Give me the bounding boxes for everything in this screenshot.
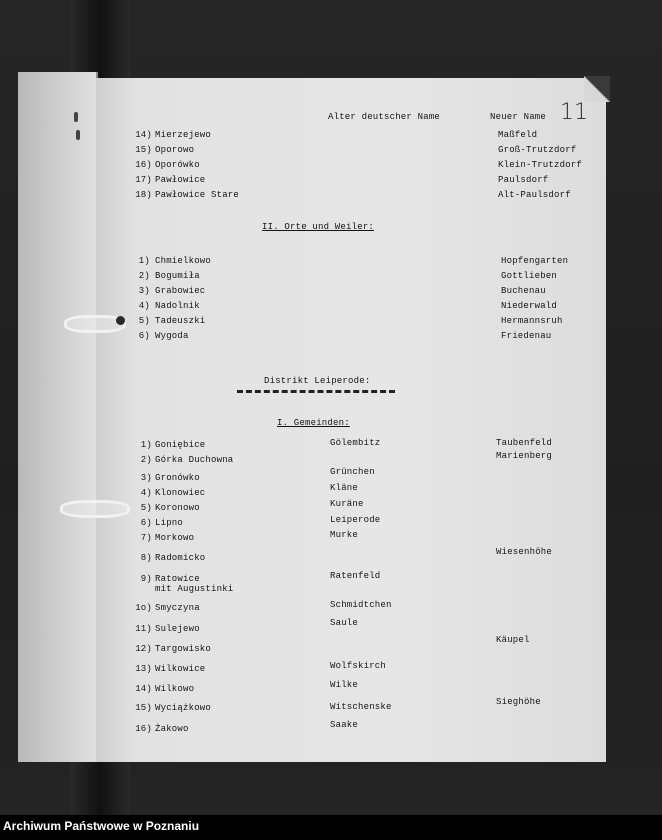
polish-name: Mierzejewo	[155, 130, 212, 140]
archive-caption: Archiwum Państwowe w Poznaniu	[3, 819, 200, 833]
new-name: Niederwald	[501, 301, 558, 311]
folded-corner	[584, 76, 610, 102]
polish-name: Lipno	[155, 518, 184, 528]
item-number: 6)	[138, 331, 150, 341]
item-number: 5)	[140, 503, 152, 513]
polish-name: Nadolnik	[155, 301, 200, 311]
new-name: Groß-Trutzdorf	[498, 145, 577, 155]
polish-name: Bogumiła	[155, 271, 200, 281]
item-number: 12)	[135, 644, 152, 654]
new-name: Klein-Trutzdorf	[498, 160, 583, 170]
item-number: 5)	[138, 316, 150, 326]
item-number: 16)	[135, 160, 152, 170]
item-number: 3)	[138, 286, 150, 296]
polish-name: Oporowo	[155, 145, 195, 155]
polish-name: Wyciążkowo	[155, 703, 212, 713]
adjacent-sheet	[18, 72, 98, 762]
item-number: 13)	[135, 664, 152, 674]
item-number: 8)	[140, 553, 152, 563]
new-name: Käupel	[496, 635, 530, 645]
polish-name: Morkowo	[155, 533, 195, 543]
item-number: 9)	[140, 574, 152, 584]
item-number: 14)	[135, 684, 152, 694]
old-german-name: Leiperode	[330, 515, 381, 525]
item-number: 17)	[135, 175, 152, 185]
district-underline	[237, 390, 395, 393]
old-german-name: Wilke	[330, 680, 359, 690]
polish-name: Wilkowice	[155, 664, 206, 674]
item-number: 16)	[135, 724, 152, 734]
old-german-name: Gölembitz	[330, 438, 381, 448]
polish-name: Gronówko	[155, 473, 200, 483]
old-german-name: Schmidtchen	[330, 600, 392, 610]
old-german-name: Kläne	[330, 483, 359, 493]
punch-hole	[74, 112, 78, 122]
document-page	[96, 78, 606, 762]
new-name: Maßfeld	[498, 130, 538, 140]
archive-caption-bar	[0, 815, 662, 840]
new-name: Paulsdorf	[498, 175, 549, 185]
header-new-name: Neuer Name	[490, 112, 547, 122]
polish-name: Wygoda	[155, 331, 189, 341]
binder-ring	[60, 500, 130, 518]
old-german-name: Wolfskirch	[330, 661, 387, 671]
new-name: Friedenau	[501, 331, 552, 341]
item-number: 1)	[140, 440, 152, 450]
item-number: 2)	[138, 271, 150, 281]
header-old-name: Alter deutscher Name	[328, 112, 441, 122]
polish-name: Klonowiec	[155, 488, 206, 498]
item-number: 6)	[140, 518, 152, 528]
polish-name: Koronowo	[155, 503, 200, 513]
polish-name: Chmielkowo	[155, 256, 212, 266]
section-title-orte: II. Orte und Weiler:	[262, 222, 375, 232]
item-number: 7)	[140, 533, 152, 543]
new-name: Wiesenhöhe	[496, 547, 553, 557]
polish-name: Smyczyna	[155, 603, 200, 613]
item-number: 18)	[135, 190, 152, 200]
old-german-name: Murke	[330, 530, 359, 540]
polish-name: Targowisko	[155, 644, 212, 654]
polish-name: Górka Duchowna	[155, 455, 234, 465]
item-number: 3)	[140, 473, 152, 483]
item-number: 15)	[135, 703, 152, 713]
new-name: Sieghöhe	[496, 697, 541, 707]
item-number: 4)	[140, 488, 152, 498]
polish-name: Tadeuszki	[155, 316, 206, 326]
old-german-name: Saake	[330, 720, 359, 730]
polish-name: Żakowo	[155, 724, 189, 734]
new-name: Gottlieben	[501, 271, 558, 281]
old-german-name: Saule	[330, 618, 359, 628]
polish-name: Sulejewo	[155, 624, 200, 634]
item-number: 4)	[138, 301, 150, 311]
polish-name: Radomicko	[155, 553, 206, 563]
polish-name: Pawłowice	[155, 175, 206, 185]
polish-name: Grabowiec	[155, 286, 206, 296]
old-german-name: Grünchen	[330, 467, 375, 477]
section-title-gemeinden: I. Gemeinden:	[277, 418, 350, 428]
new-name: Marienberg	[496, 451, 553, 461]
new-name: Hermannsruh	[501, 316, 563, 326]
punch-hole	[76, 130, 80, 140]
page-number: 11	[560, 100, 588, 125]
district-title: Distrikt Leiperode:	[264, 376, 371, 386]
item-number: 11)	[135, 624, 152, 634]
old-german-name: Witschenske	[330, 702, 392, 712]
item-number: 1)	[138, 256, 150, 266]
item-number: 15)	[135, 145, 152, 155]
item-number: 2)	[140, 455, 152, 465]
polish-name: Oporówko	[155, 160, 200, 170]
old-german-name: Ratenfeld	[330, 571, 381, 581]
item-number: 14)	[135, 130, 152, 140]
binder-rivet	[116, 316, 125, 325]
polish-name-continued: mit Augustinki	[155, 584, 234, 594]
new-name: Taubenfeld	[496, 438, 553, 448]
old-german-name: Kuräne	[330, 499, 364, 509]
polish-name: Ratowice	[155, 574, 200, 584]
polish-name: Pawłowice Stare	[155, 190, 240, 200]
polish-name: Wilkowo	[155, 684, 195, 694]
new-name: Alt-Paulsdorf	[498, 190, 571, 200]
new-name: Buchenau	[501, 286, 546, 296]
polish-name: Goniębice	[155, 440, 206, 450]
new-name: Hopfengarten	[501, 256, 569, 266]
item-number: 1o)	[135, 603, 152, 613]
